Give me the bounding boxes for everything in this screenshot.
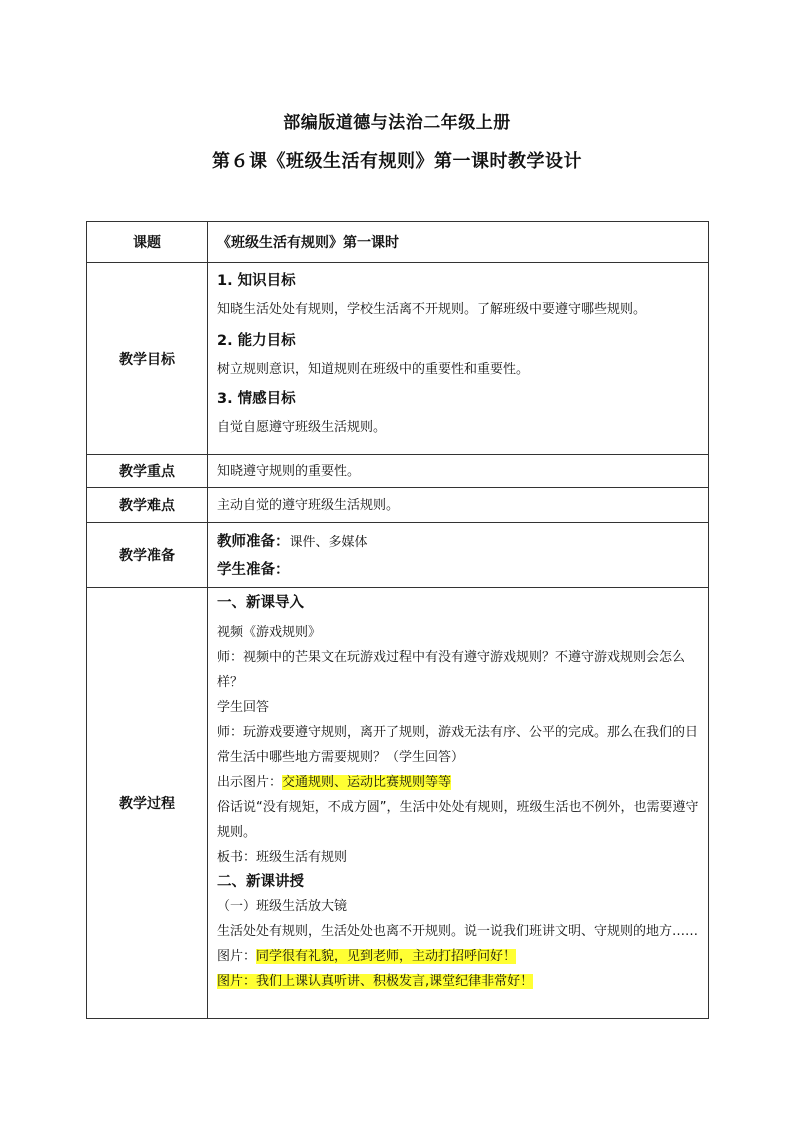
process-paragraph: 俗话说“没有规矩，不成方圆”，生活中处处有规则，班级生活也不例外，也需要遵守规则。 <box>217 800 699 840</box>
table-row-topic <box>87 222 709 263</box>
process-label: 教学过程 <box>87 588 208 1019</box>
table-row-process <box>87 588 709 1019</box>
process-paragraph <box>217 969 702 994</box>
section-teaching-heading: 二、新课讲授 <box>217 874 304 890</box>
goal-emotion-heading: 3. 情感目标 <box>217 391 296 407</box>
goal-knowledge-heading: 1. 知识目标 <box>217 273 296 289</box>
process-paragraph: 学生回答 <box>217 700 270 715</box>
image-prefix: 出示图片： <box>217 775 283 790</box>
preparation-label: 教学准备 <box>87 523 208 588</box>
process-paragraph: 板书：班级生活有规则 <box>217 850 348 865</box>
table-row-preparation <box>87 523 709 588</box>
process-paragraph: 师：视频中的芒果文在玩游戏过程中有没有遵守游戏规则？不遵守游戏规则会怎么样？ <box>217 650 686 690</box>
teacher-preparation-value: 课件、多媒体 <box>289 535 368 550</box>
highlighted-text: 交通规则、运动比赛规则等等 <box>282 775 452 790</box>
process-paragraph: 视频《游戏规则》 <box>217 625 322 640</box>
goal-ability-text: 树立规则意识，知道规则在班级中的重要性和重要性。 <box>217 362 530 377</box>
goal-knowledge-text: 知晓生活处处有规则，学校生活离不开规则。了解班级中要遵守哪些规则。 <box>217 302 647 317</box>
highlighted-text: 同学很有礼貌，见到老师，主动打招呼问好！ <box>256 949 517 964</box>
teacher-preparation <box>217 528 702 556</box>
lesson-plan-table <box>86 221 709 1019</box>
table-row-key-point <box>87 455 709 488</box>
goals-label: 教学目标 <box>87 263 208 455</box>
key-point-label: 教学重点 <box>87 455 208 488</box>
document-subtitle: 第６课《班级生活有规则》第一课时教学设计 <box>212 151 582 172</box>
table-row-difficulty <box>87 488 709 523</box>
process-content <box>208 588 709 1019</box>
topic-value: 《班级生活有规则》第一课时 <box>208 222 709 263</box>
process-paragraph: 师：玩游戏要遵守规则，离开了规则，游戏无法有序、公平的完成。那么在我们的日常生活中哪些地方需要规则？（学生回答） <box>217 725 699 765</box>
goal-ability-heading: 2. 能力目标 <box>217 333 296 349</box>
process-paragraph <box>217 770 702 795</box>
table-row-goals <box>87 263 709 455</box>
image-prefix: 图片： <box>217 949 257 964</box>
student-preparation-label: 学生准备： <box>217 562 290 578</box>
goal-emotion-text: 自觉自愿遵守班级生活规则。 <box>217 420 387 435</box>
topic-label: 课题 <box>87 222 208 263</box>
key-point-value: 知晓遵守规则的重要性。 <box>208 455 709 488</box>
process-paragraph: 生活处处有规则，生活处处也离不开规则。说一说我们班讲文明、守规则的地方…… <box>217 924 699 939</box>
teacher-preparation-label: 教师准备： <box>217 534 290 550</box>
preparation-content <box>208 523 709 588</box>
document-title: 部编版道德与法治二年级上册 <box>283 113 511 133</box>
process-paragraph <box>217 944 702 969</box>
difficulty-label: 教学难点 <box>87 488 208 523</box>
difficulty-value: 主动自觉的遵守班级生活规则。 <box>208 488 709 523</box>
goals-content <box>208 263 709 455</box>
section-intro-heading: 一、新课导入 <box>217 595 304 611</box>
highlighted-text: 图片：我们上课认真听讲、积极发言,课堂纪律非常好！ <box>217 974 534 989</box>
process-paragraph: （一）班级生活放大镜 <box>217 899 348 914</box>
